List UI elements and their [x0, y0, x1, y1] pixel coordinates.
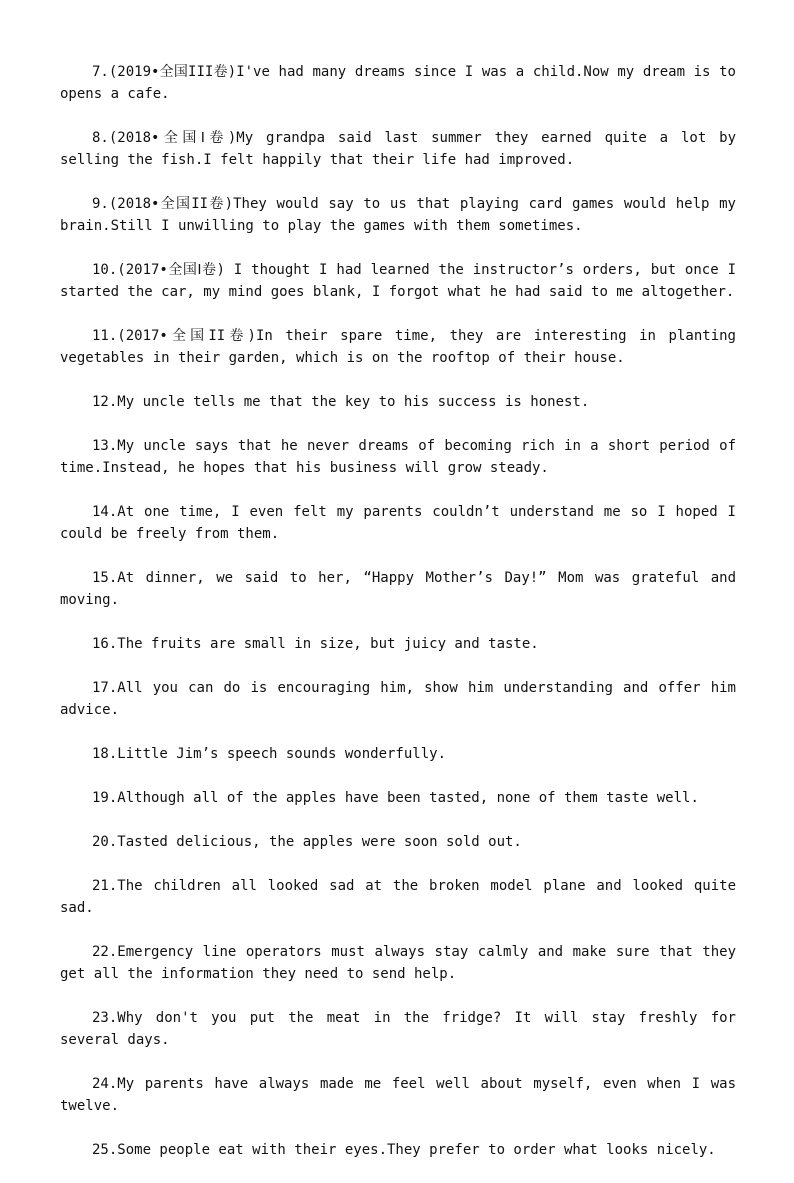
exercise-item-18: 18.Little Jim’s speech sounds wonderfully. [92, 746, 447, 762]
exercise-item-24: 24.My parents have always made me feel well about myself, even when I was twelve. [60, 1076, 736, 1114]
exercise-item-8: 8.(2018•全国Ⅰ卷)My grandpa said last summer they earned quite a lot by selling the fish.I felt happily that their life had improved. [60, 130, 736, 168]
exercise-item-10: 10.(2017•全国Ⅰ卷) I thought I had learned the instructor’s orders, but once I started the car, my mind goes blank, I forgot what he had said to me altogether. [60, 262, 736, 300]
exercise-item-12: 12.My uncle tells me that the key to his success is honest. [92, 394, 590, 410]
exercise-item-17: 17.All you can do is encouraging him, show him understanding and offer him advice. [60, 680, 736, 718]
exercise-item-7: 7.(2019•全国III卷)I've had many dreams since I was a child.Now my dream is to opens a cafe. [60, 64, 736, 102]
exercise-item-22: 22.Emergency line operators must always stay calmly and make sure that they get all the information they need to send help. [60, 944, 736, 982]
exercise-item-14: 14.At one time, I even felt my parents couldn’t understand me so I hoped I could be freely from them. [60, 504, 736, 542]
exercise-item-25: 25.Some people eat with their eyes.They prefer to order what looks nicely. [92, 1142, 716, 1158]
exercise-item-21: 21.The children all looked sad at the broken model plane and looked quite sad. [60, 878, 736, 916]
exercise-item-9: 9.(2018•全国II卷)They would say to us that playing card games would help my brain.Still I unwilling to play the games with them sometimes. [60, 196, 736, 234]
exercise-item-13: 13.My uncle says that he never dreams of becoming rich in a short period of time.Instead, he hopes that his business will grow steady. [60, 438, 736, 476]
exercise-item-20: 20.Tasted delicious, the apples were soon sold out. [92, 834, 522, 850]
exercise-item-11: 11.(2017•全国II卷)In their spare time, they are interesting in planting vegetables in their garden, which is on the rooftop of their house. [60, 328, 736, 366]
exercise-item-23: 23.Why don't you put the meat in the fridge? It will stay freshly for several days. [60, 1010, 736, 1048]
exercise-item-19: 19.Although all of the apples have been tasted, none of them taste well. [92, 790, 699, 806]
exercise-list [60, 61, 736, 1183]
exercise-item-16: 16.The fruits are small in size, but juicy and taste. [92, 636, 539, 652]
exercise-item-15: 15.At dinner, we said to her, “Happy Mother’s Day!” Mom was grateful and moving. [60, 570, 736, 608]
